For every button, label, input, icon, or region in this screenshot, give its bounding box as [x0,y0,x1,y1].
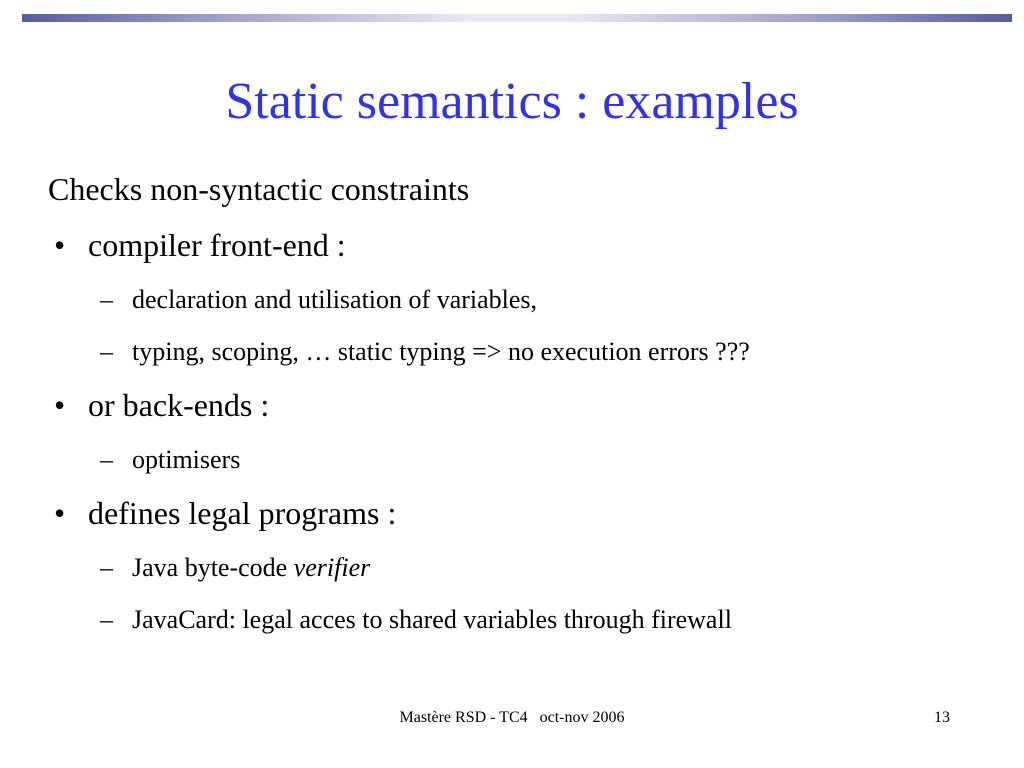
bullet-item [48,222,988,268]
sub-item [48,548,988,588]
bullet-marker: • [54,227,66,263]
dash-marker: – [100,337,113,366]
bullet-text: or back-ends : [88,387,270,423]
dash-marker: – [100,285,113,314]
page-number: 13 [934,709,950,726]
emphasized-word: verifier [293,553,371,582]
sub-item-text: declaration and utilisation of variables, [132,285,538,314]
sub-item [48,600,988,640]
lead-text: Checks non-syntactic constraints [48,171,470,207]
sub-item-text: optimisers [132,445,241,474]
sub-item-text: JavaCard: legal acces to shared variables through firewall [132,605,732,634]
dash-marker: – [100,605,113,634]
top-decorative-bar [22,14,1012,22]
bullet-marker: • [54,387,66,423]
sub-item [48,440,988,480]
bullet-text: compiler front-end : [88,227,346,263]
footer-course-info: Mastère RSD - TC4 oct-nov 2006 [399,709,625,726]
sub-item [48,280,988,320]
sub-item [48,332,988,372]
slide-title: Static semantics : examples [225,73,799,130]
slide-body [48,166,988,640]
bullet-marker: • [54,495,66,531]
bullet-item [48,490,988,536]
dash-marker: – [100,445,113,474]
sub-item-plain-text: Java byte-code [132,553,294,582]
dash-marker: – [100,553,113,582]
bullet-text: defines legal programs : [88,495,397,531]
bullet-item [48,382,988,428]
sub-item-text [132,548,370,588]
sub-item-text: typing, scoping, … static typing => no execution errors ??? [132,337,750,366]
